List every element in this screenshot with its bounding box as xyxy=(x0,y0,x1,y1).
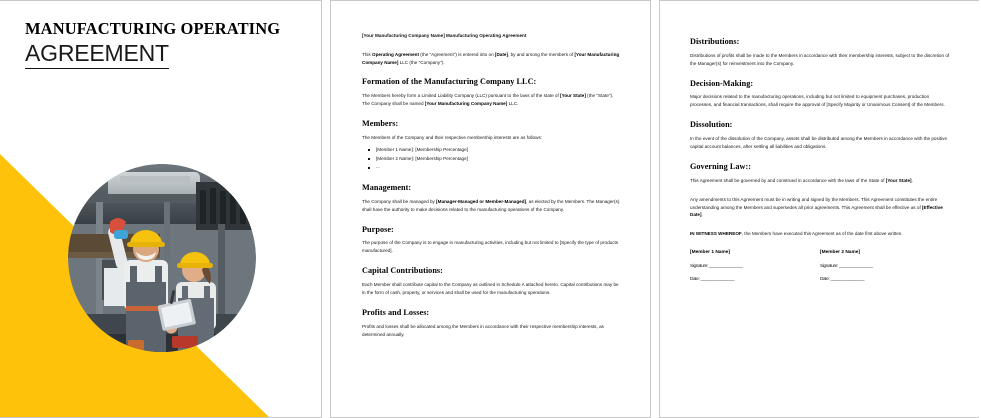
page-3-content xyxy=(690,37,950,289)
cover-page[interactable] xyxy=(0,0,322,418)
formation-text-3: (the "State"). The Company shall be named xyxy=(362,93,614,107)
intro-company-placeholder: [Your Manufacturing Company Name] xyxy=(362,51,620,65)
formation-company-placeholder: [Your Manufacturing Company Name] xyxy=(424,101,508,107)
members-list xyxy=(362,146,620,172)
signature-column-member-2 xyxy=(820,249,950,289)
purpose-paragraph: The purpose of the Company is to engage in manufacturing activities, including but not limited to [Specify the type of products manufactured]. xyxy=(362,240,619,254)
decision-making-paragraph: Major decisions related to the manufacturing operations, including but not limited to equipment purchases, production processes, and financial transactions, shall require the approval of [Specify Majority or Unanimous Consent] of the Members. xyxy=(690,94,945,108)
management-type-placeholder: [Manager-Managed or Member-Managed] xyxy=(436,198,527,204)
page-2-content xyxy=(362,33,620,338)
distributions-paragraph: Distributions of profits shall be made to the Members in accordance with their membership interests, subject to the discretion of the Manager(s) for reinvestment into the Company. xyxy=(690,52,950,66)
cover-title-block xyxy=(25,20,295,69)
section-heading-decision-making: Decision-Making: xyxy=(690,78,754,88)
witness-lead-bold: IN WITNESS WHEREOF xyxy=(690,231,742,237)
management-paragraph xyxy=(362,198,620,214)
signature-member-2-date-field[interactable]: Date: _______________ xyxy=(820,276,865,282)
page-gap-1 xyxy=(322,0,330,418)
signature-member-1-date-field[interactable]: Date: _______________ xyxy=(690,276,735,282)
management-text-3: , as elected by the Members. The Manager(s) shall have the authority to make decisions related to the manufacturing operations of the Company. xyxy=(362,198,620,212)
intro-text-5: , by and among the members of xyxy=(508,51,575,57)
body-page-1[interactable] xyxy=(330,0,651,418)
capital-contributions-paragraph: Each Member shall contribute capital to the Company as outlined in Schedule A attached hereto. Capital contributions may be in the form of cash, property, or services and shall be used for the manufacturing operations. xyxy=(362,282,619,295)
intro-text-3: (the "Agreement") is entered into on xyxy=(419,51,495,57)
section-heading-management: Management: xyxy=(362,182,412,192)
witness-paragraph xyxy=(690,230,950,238)
governing-law-paragraph xyxy=(690,177,950,185)
list-item: ... xyxy=(376,163,620,172)
governing-law-text-1: This Agreement shall be governed by and construed in accordance with the laws of the State of xyxy=(690,177,886,183)
intro-text-7: LLC (the "Company"). xyxy=(398,59,445,65)
intro-text-1: This xyxy=(362,51,373,57)
section-heading-distributions: Distributions: xyxy=(690,37,740,46)
intro-date-placeholder: [Date] xyxy=(494,51,508,57)
governing-law-state-placeholder: [Your State] xyxy=(885,177,912,183)
document-header-line: [Your Manufacturing Company Name] Manufacturing Operating Agreement xyxy=(362,33,527,38)
section-heading-formation: Formation of the Manufacturing Company LLC: xyxy=(362,77,537,87)
signature-block xyxy=(690,249,950,289)
witness-lead-rest: , the Members have executed this Agreement as of the date first above written. xyxy=(741,231,903,237)
section-heading-capital-contributions: Capital Contributions: xyxy=(362,266,443,276)
signature-member-2-name: [Member 2 Name] xyxy=(820,250,860,256)
cover-title-line-1: MANUFACTURING OPERATING xyxy=(25,19,281,38)
dissolution-paragraph: In the event of the dissolution of the Company, assets shall be distributed among the Members in accordance with the positive capital account balances, after settling all liabilities and obligations. xyxy=(690,136,948,149)
body-page-2[interactable] xyxy=(659,0,979,418)
amendments-text-3: . xyxy=(701,212,703,218)
signature-member-1-signature-field[interactable]: Signature: _______________ xyxy=(690,263,743,269)
amendments-text-1: Any amendments to this Agreement must be in writing and signed by the Members. This Agreement constitutes the entire understanding among the Members and supersedes all prior agreements. This Agreement shall be effective as of xyxy=(690,196,938,210)
formation-paragraph xyxy=(362,92,620,108)
list-item: [Member 2 Name]: [Membership Percentage] xyxy=(376,155,620,164)
section-heading-governing-law: Governing Law:: xyxy=(690,161,752,171)
cover-photo xyxy=(68,164,256,352)
signature-member-1-name: [Member 1 Name] xyxy=(690,250,730,256)
page-gap-2 xyxy=(651,0,659,418)
intro-operating-agreement: Operating Agreement xyxy=(372,51,420,57)
management-text-1: The Company shall be managed by xyxy=(362,198,437,204)
formation-text-1: The Members hereby form a Limited Liability Company (LLC) pursuant to the laws of the state of xyxy=(362,93,561,99)
amendments-paragraph xyxy=(690,196,950,220)
signature-member-2-signature-field[interactable]: Signature: _______________ xyxy=(820,263,873,269)
intro-paragraph xyxy=(362,51,620,67)
signature-column-member-1 xyxy=(690,249,820,289)
formation-text-5: LLC. xyxy=(507,101,519,107)
factory-workers-photo-illustration xyxy=(68,164,256,352)
section-heading-profits-and-losses: Profits and Losses: xyxy=(362,307,430,317)
formation-state-placeholder: [Your State] xyxy=(560,93,586,99)
section-heading-dissolution: Dissolution: xyxy=(690,120,733,130)
members-lead-paragraph: The Members of the Company and their respective membership interests are as follows: xyxy=(362,134,543,140)
section-heading-purpose: Purpose: xyxy=(362,224,394,234)
governing-law-text-3: . xyxy=(911,177,913,183)
list-item: [Member 1 Name]: [Membership Percentage] xyxy=(376,146,620,155)
section-heading-members: Members: xyxy=(362,119,399,129)
effective-date-placeholder: [Effective Date] xyxy=(690,204,943,218)
profits-and-losses-paragraph: Profits and losses shall be allocated among the Members in accordance with their respective membership interests, as determined annually. xyxy=(362,323,604,337)
cover-title-line-2: AGREEMENT xyxy=(25,40,169,68)
